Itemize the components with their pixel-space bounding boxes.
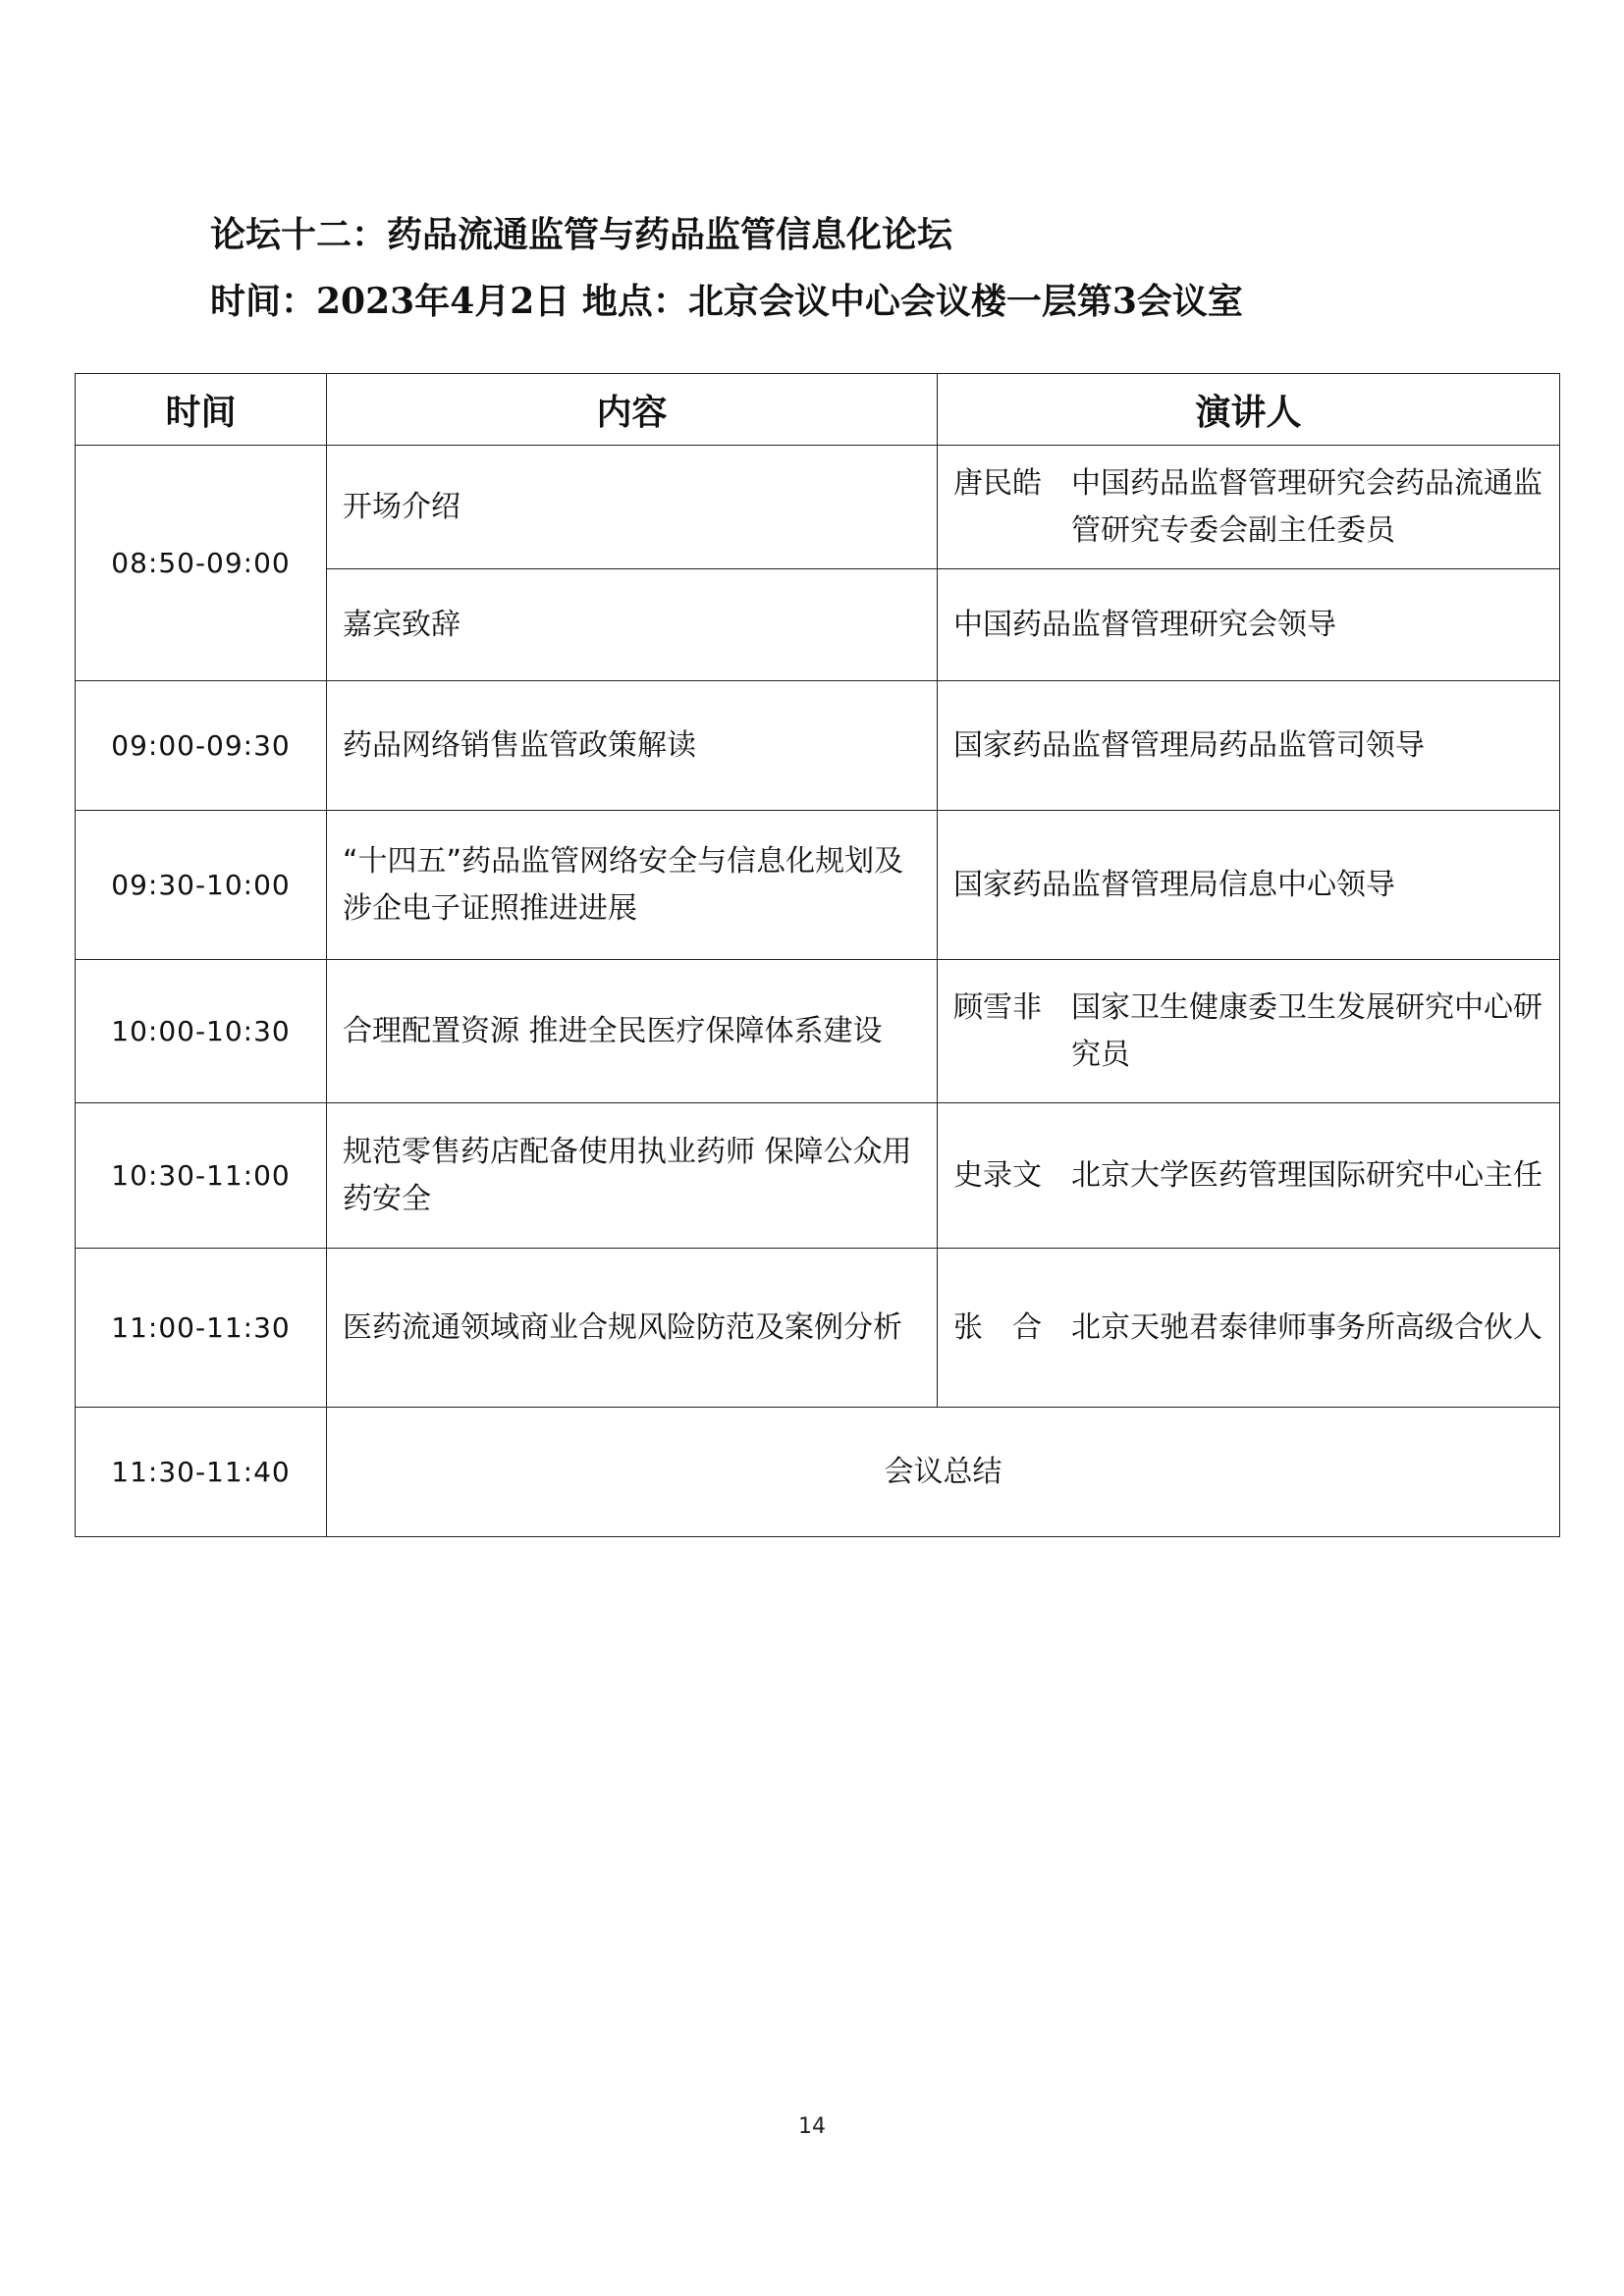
content-cell: 开场介绍 <box>327 446 938 569</box>
speaker-cell <box>938 960 1560 1103</box>
speaker-name: 张 合 <box>953 1309 1042 1345</box>
table-row <box>76 1249 1560 1408</box>
content-cell: 嘉宾致辞 <box>327 569 938 681</box>
table-row <box>76 1408 1560 1537</box>
table-row <box>76 960 1560 1103</box>
page-number: 14 <box>798 2114 826 2139</box>
speaker-name: 史录文 <box>953 1157 1042 1193</box>
content-cell: 规范零售药店配备使用执业药师 保障公众用药安全 <box>327 1103 938 1249</box>
header-time: 时间 <box>76 374 327 446</box>
time-cell: 11:00-11:30 <box>76 1249 327 1408</box>
speaker-cell: 国家药品监督管理局药品监管司领导 <box>938 681 1560 811</box>
speaker-cell <box>938 1103 1560 1249</box>
content-cell: 会议总结 <box>327 1408 1560 1537</box>
table-header-row <box>76 374 1560 446</box>
table-row <box>76 446 1560 569</box>
speaker-affiliation: 中国药品监督管理研究会药品流通监管研究专委会副主任委员 <box>1071 465 1543 548</box>
content-cell: 合理配置资源 推进全民医疗保障体系建设 <box>327 960 938 1103</box>
table-row <box>76 1103 1560 1249</box>
time-cell: 09:30-10:00 <box>76 811 327 960</box>
table-row <box>76 811 1560 960</box>
table-row <box>76 681 1560 811</box>
speaker-cell: 中国药品监督管理研究会领导 <box>938 569 1560 681</box>
time-cell: 10:00-10:30 <box>76 960 327 1103</box>
speaker-name: 顾雪非 <box>953 989 1042 1025</box>
time-location-line: 时间：2023年4月2日 地点：北京会议中心会议楼一层第3会议室 <box>210 281 1243 322</box>
time-cell: 10:30-11:00 <box>76 1103 327 1249</box>
content-cell: 药品网络销售监管政策解读 <box>327 681 938 811</box>
speaker-cell: 国家药品监督管理局信息中心领导 <box>938 811 1560 960</box>
time-cell: 11:30-11:40 <box>76 1408 327 1537</box>
content-cell: “十四五”药品监管网络安全与信息化规划及涉企电子证照推进进展 <box>327 811 938 960</box>
forum-title: 论坛十二：药品流通监管与药品监管信息化论坛 <box>210 214 953 255</box>
speaker-affiliation: 国家卫生健康委卫生发展研究中心研究员 <box>1071 989 1543 1072</box>
agenda-table <box>75 373 1560 1537</box>
time-cell: 09:00-09:30 <box>76 681 327 811</box>
header-content: 内容 <box>327 374 938 446</box>
speaker-cell <box>938 1249 1560 1408</box>
speaker-name: 唐民皓 <box>953 465 1042 501</box>
time-cell: 08:50-09:00 <box>76 446 327 681</box>
content-cell: 医药流通领域商业合规风险防范及案例分析 <box>327 1249 938 1408</box>
speaker-cell <box>938 446 1560 569</box>
speaker-affiliation: 北京天驰君泰律师事务所高级合伙人 <box>1071 1309 1543 1345</box>
speaker-affiliation: 北京大学医药管理国际研究中心主任 <box>1071 1157 1543 1193</box>
header-speaker: 演讲人 <box>938 374 1560 446</box>
